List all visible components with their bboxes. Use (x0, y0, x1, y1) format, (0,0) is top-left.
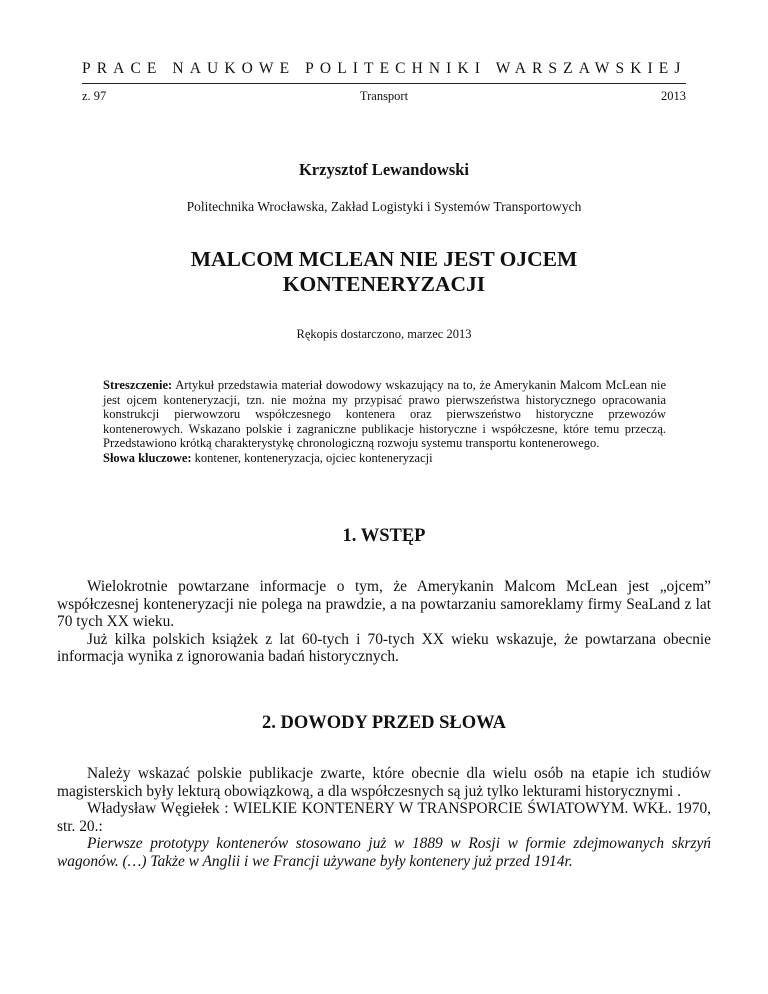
paragraph: Już kilka polskich książek z lat 60-tych i 70-tych XX wieku wskazuje, że powtarzana obecnie informacja wynika z ignorowania badań historycznych. (57, 630, 711, 666)
abstract-label: Streszczenie: (103, 378, 173, 392)
section-2-heading: 2. DOWODY PRZED SŁOWA (262, 713, 506, 733)
abstract-text: Artykuł przedstawia materiał dowodowy wskazujący na to, że Amerykanin Malcom McLean nie jest ojcem konteneryzacji, tzn. nie można my przypisać prawo pierwszeństwa historycznego opracowania konstrukcji pierwowzoru współczesnego kontenera oraz pierwszeństwo historyczne przewozów kontenerowych. Wskazano polskie i zagraniczne publikacje historyczne i współczesne, które temu przeczą. Przedstawiono krótką charakterystykę chronologiczną rozwoju systemu transportu kontenerowego. (103, 378, 666, 451)
quote-paragraph: Pierwsze prototypy kontenerów stosowano już w 1889 w Rosji w formie zdejmowanych skrzyń wagonów. (…) Także w Anglii i we Francji używane były kontenery już przed 1914r. (57, 835, 711, 870)
title-line-1: MALCOM MCLEAN NIE JEST OJCEM (190, 247, 578, 271)
paragraph: Należy wskazać polskie publikacje zwarte, które obecnie dla wielu osób na etapie ich studiów magisterskich były lekturą obowiązkową, a dla współczesnych są już tylko lekturami historycznymi . (57, 765, 711, 800)
header-meta (82, 89, 686, 105)
paragraph: Władysław Węgiełek : WIELKIE KONTENERY W TRANSPORCIE ŚWIATOWYM. WKŁ. 1970, str. 20.: (57, 800, 711, 835)
keywords-text: kontener, konteneryzacja, ojciec konteneryzacji (194, 450, 433, 465)
author-affiliation: Politechnika Wrocławska, Zakład Logistyki i Systemów Transportowych (186, 199, 582, 214)
volume-number: z. 97 (82, 89, 107, 103)
author-name: Krzysztof Lewandowski (298, 160, 470, 179)
keywords-label: Słowa kluczowe: (103, 450, 192, 465)
series-name: Transport (359, 89, 409, 103)
received-date: Rękopis dostarczono, marzec 2013 (296, 327, 472, 341)
section-2-body (57, 765, 711, 871)
section-1-body (57, 578, 711, 666)
section-1-heading: 1. WSTĘP (342, 526, 426, 546)
keywords-paragraph (103, 451, 666, 466)
paper-title (0, 247, 768, 297)
paragraph: Wielokrotnie powtarzane informacje o tym, że Amerykanin Malcom McLean jest „ojcem” współczesnej konteneryzacji nie polega na prawdzie, a na powtarzaniu samoreklamy firmy SeaLand z lat 70 tych XX wieku. (57, 578, 711, 631)
abstract-paragraph (103, 378, 666, 451)
title-line-2: KONTENERYZACJI (282, 272, 486, 296)
header-rule (82, 83, 686, 84)
publication-year: 2013 (661, 89, 686, 103)
abstract-block (103, 378, 666, 466)
journal-name: PRACE NAUKOWE POLITECHNIKI WARSZAWSKIEJ (82, 60, 687, 77)
